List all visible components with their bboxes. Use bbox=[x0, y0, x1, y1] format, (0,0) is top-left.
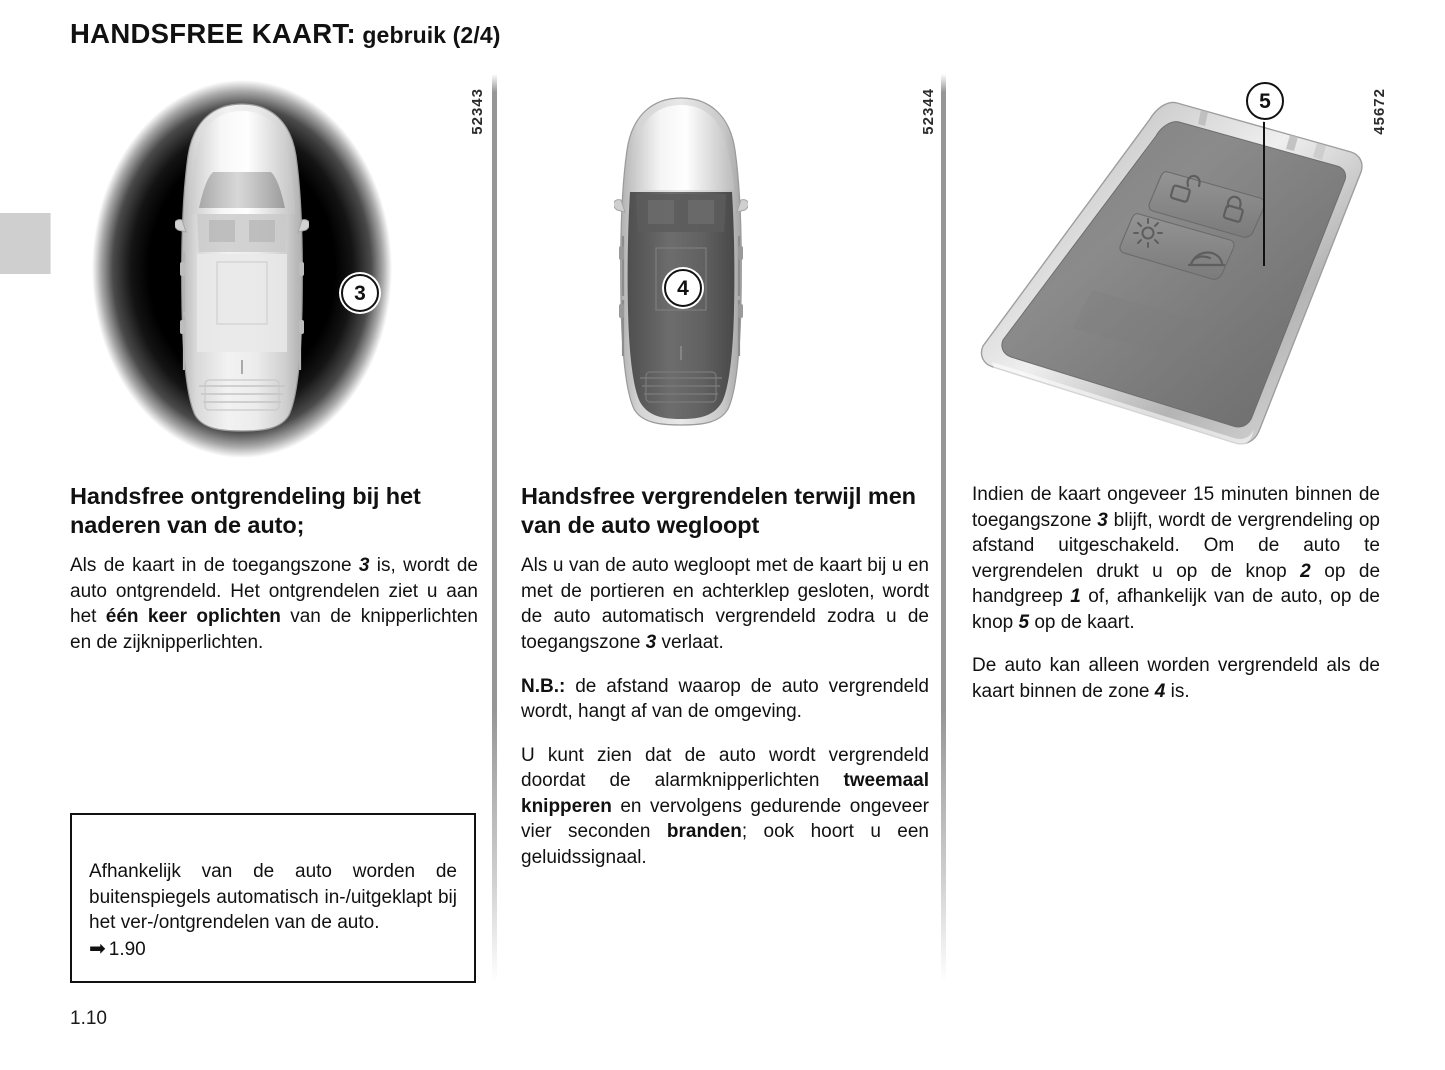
text-run: Indien de kaart ongeveer 15 minuten binnen de toegangszone bbox=[972, 484, 1380, 531]
paragraph-remote-timeout bbox=[972, 482, 1380, 635]
text-run: is, wordt de auto ontgrendeld. Het ontgrendelen ziet u aan het bbox=[70, 555, 478, 628]
column-one bbox=[70, 74, 486, 656]
text-run: van de knipperlichten en de zijknipperlichten. bbox=[70, 606, 478, 653]
arrow-right-icon: ➡ bbox=[89, 937, 106, 960]
callout-4: 4 bbox=[664, 269, 702, 307]
card-button-number-ref: 5 bbox=[1018, 611, 1030, 633]
note-cross-reference bbox=[89, 937, 457, 963]
figure-access-zone bbox=[70, 74, 486, 464]
button-number-ref: 2 bbox=[1300, 560, 1311, 582]
note-text: Afhankelijk van de auto worden de buitenspiegels automatisch in-/uitgeklapt bij het ver-/ontgrendelen van de auto. bbox=[89, 861, 457, 934]
figure-key-card bbox=[972, 74, 1388, 464]
text-run: en vervolgens gedurende ongeveer vier seconden bbox=[521, 795, 929, 843]
chapter-edge-tab bbox=[0, 213, 51, 274]
callout-5: 5 bbox=[1246, 82, 1284, 120]
lock-zone-illustration bbox=[591, 96, 771, 446]
access-zone-illustration bbox=[92, 80, 392, 458]
text-run: ; ook hoort u een geluidssignaal. bbox=[521, 821, 930, 868]
text-run: De auto kan alleen worden vergrendeld als de kaart binnen de zone bbox=[972, 655, 1380, 702]
section-heading-lock: Handsfree vergrendelen terwijl men van de auto wegloopt bbox=[521, 483, 916, 538]
figure-lock-zone bbox=[521, 74, 937, 464]
text-run: verlaat. bbox=[656, 631, 724, 653]
page-title-main: HANDSFREE KAART: bbox=[70, 18, 356, 49]
callout-5-leader-line bbox=[1263, 116, 1265, 266]
figure-reference-number: 52343 bbox=[469, 88, 486, 135]
note-page-reference: 1.90 bbox=[108, 938, 146, 960]
paragraph-indicators bbox=[521, 743, 929, 871]
text-run: is. bbox=[1165, 680, 1190, 702]
figure-reference-number: 45672 bbox=[1371, 88, 1388, 135]
paragraph-unlock bbox=[70, 553, 478, 655]
page-title bbox=[70, 18, 500, 50]
column-one-text bbox=[70, 464, 478, 656]
emphasis-run: branden bbox=[666, 821, 742, 843]
emphasis-run: één keer oplichten bbox=[105, 606, 281, 628]
text-run: op de handgreep bbox=[972, 560, 1381, 608]
page-number: 1.10 bbox=[70, 1008, 107, 1029]
figure-reference-number: 52344 bbox=[920, 88, 937, 135]
paragraph-nb bbox=[521, 674, 929, 725]
car-top-view-icon bbox=[175, 102, 309, 432]
key-card-illustration bbox=[972, 74, 1380, 464]
note-box-mirrors bbox=[70, 813, 476, 983]
section-heading-unlock: Handsfree ontgrendeling bij het naderen van de auto; bbox=[70, 483, 421, 538]
paragraph-zone-condition bbox=[972, 653, 1380, 704]
zone-number-ref: 4 bbox=[1154, 680, 1166, 702]
car-top-view-icon bbox=[614, 96, 748, 426]
column-three-text bbox=[972, 464, 1380, 704]
text-run: U kunt zien dat de auto wordt vergrendeld doordat de alarmknipperlichten bbox=[521, 744, 929, 792]
page-title-sub: gebruik (2/4) bbox=[355, 22, 501, 48]
car-top-view bbox=[614, 96, 748, 426]
text-run: of, afhankelijk van de auto, op de knop bbox=[972, 586, 1380, 633]
zone-number-ref: 3 bbox=[1097, 509, 1108, 531]
zone-number-ref: 3 bbox=[645, 631, 657, 653]
text-run: Als u van de auto wegloopt met de kaart bij u en met de portieren en achterklep gesloten, wordt de auto automatisch vergrendeld zodra u de toegangszone bbox=[521, 555, 929, 653]
emphasis-run: tweemaal knipperen bbox=[521, 770, 929, 817]
column-three bbox=[972, 74, 1388, 704]
text-run: blijft, wordt de vergrendeling op afstand uitgeschakeld. Om de auto te vergrendelen drukt u op de knop bbox=[972, 509, 1380, 582]
text-run: Als de kaart in de toegangszone bbox=[70, 555, 359, 577]
paragraph-walk-away bbox=[521, 553, 929, 655]
column-two-text bbox=[521, 464, 929, 870]
nb-label: N.B.: bbox=[521, 675, 566, 697]
text-run: op de kaart. bbox=[1029, 611, 1135, 633]
text-run: de afstand waarop de auto vergrendeld wordt, hangt af van de omgeving. bbox=[521, 675, 929, 723]
handle-number-ref: 1 bbox=[1070, 586, 1081, 608]
zone-number-ref: 3 bbox=[358, 555, 370, 577]
key-card-icon bbox=[972, 74, 1380, 464]
callout-3: 3 bbox=[341, 274, 379, 312]
column-divider-1 bbox=[492, 74, 497, 982]
car-top-view bbox=[175, 102, 309, 432]
column-two bbox=[521, 74, 937, 870]
column-divider-2 bbox=[941, 74, 946, 982]
note-box-content bbox=[89, 859, 457, 962]
